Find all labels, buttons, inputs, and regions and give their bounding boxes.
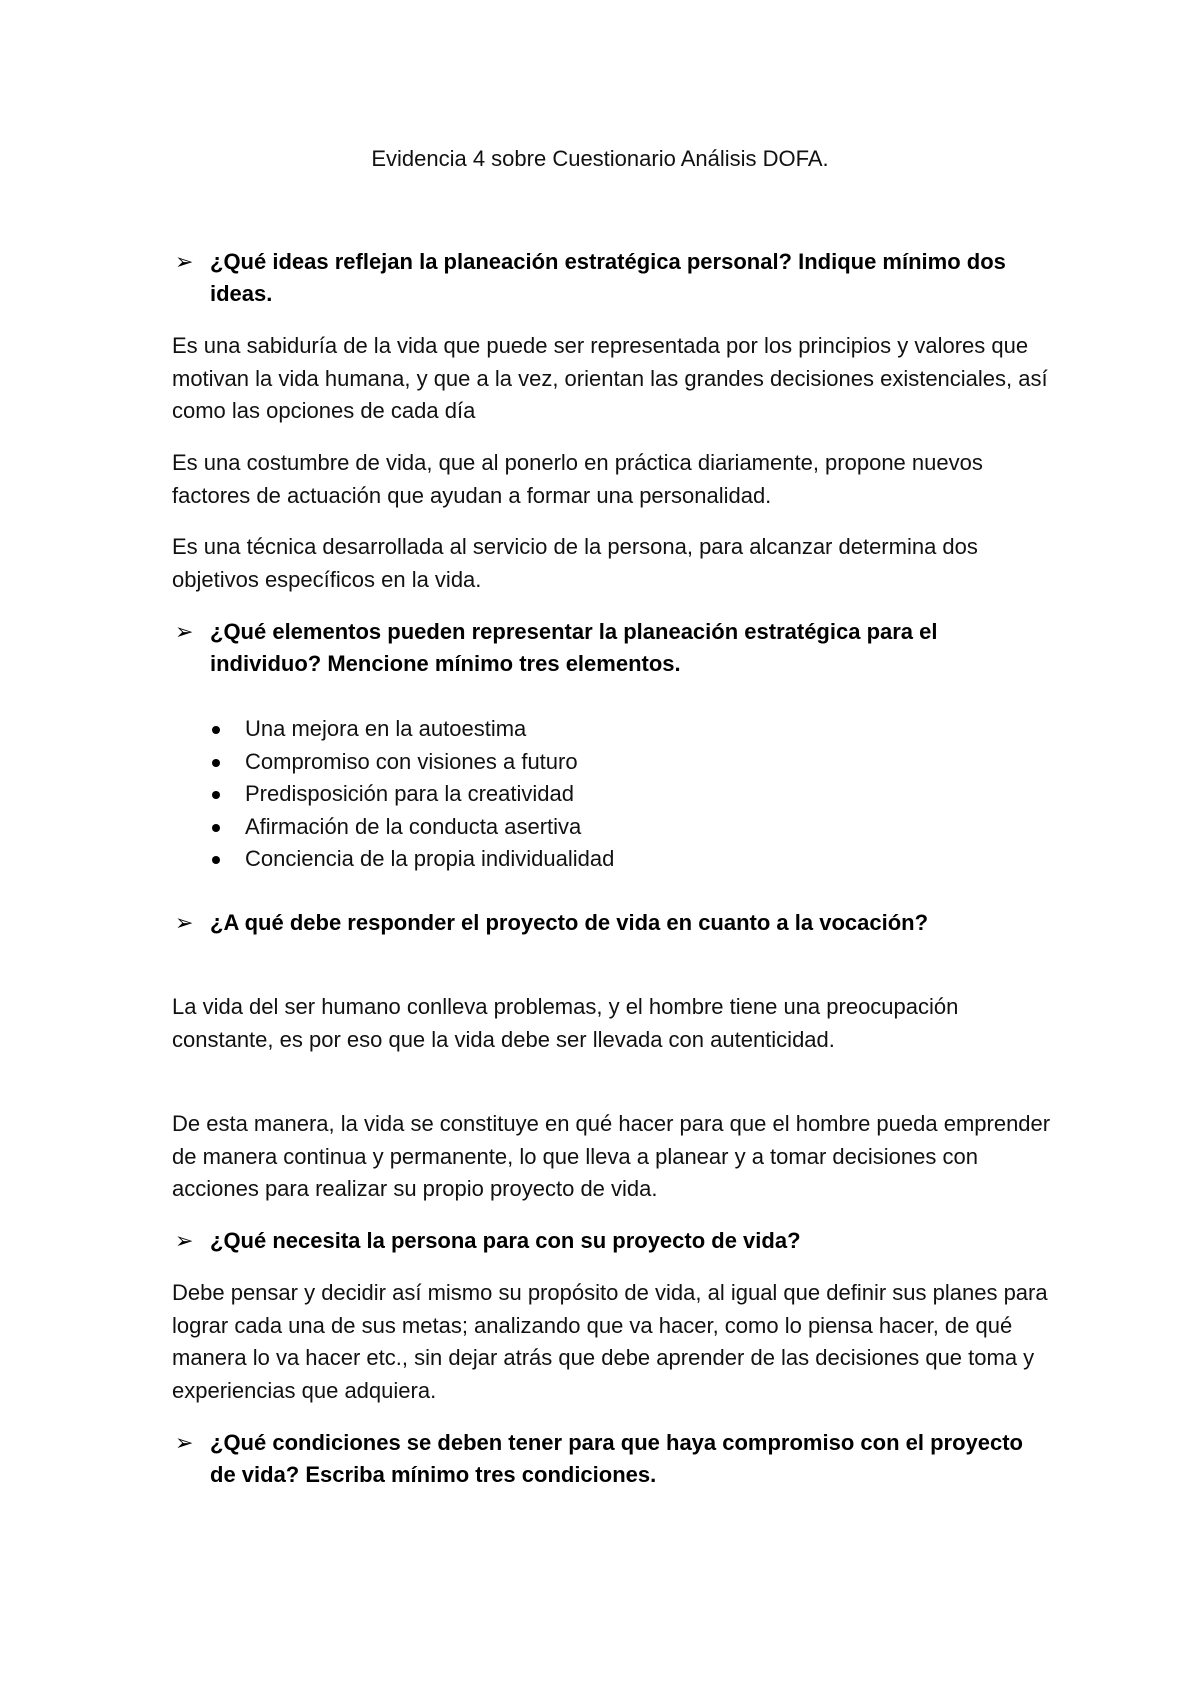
question-3-text: ¿A qué debe responder el proyecto de vida en cuanto a la vocación? (210, 910, 929, 935)
list-item: Conciencia de la propia individualidad (172, 843, 1032, 876)
list-item: Afirmación de la conducta asertiva (172, 811, 1032, 844)
question-2 (175, 616, 1040, 680)
question-5-text: ¿Qué condiciones se deben tener para que haya compromiso con el proyecto de vida? Escriba mínimo tres condiciones. (210, 1430, 1023, 1487)
answer-3-paragraph-2: De esta manera, la vida se constituye en qué hacer para que el hombre pueda emprender de manera continua y permanente, lo que lleva a planear y a tomar decisiones con acciones para realizar su propio proyecto de vida. (172, 1111, 1051, 1201)
question-5 (175, 1427, 1040, 1491)
bullet-dot-icon (212, 759, 220, 767)
arrow-bullet-icon: ➢ (175, 910, 194, 935)
answer-2-list (172, 713, 1032, 876)
question-4-text: ¿Qué necesita la persona para con su proyecto de vida? (210, 1228, 801, 1253)
bullet-dot-icon (212, 791, 220, 799)
document-title: Evidencia 4 sobre Cuestionario Análisis DOFA. (371, 146, 829, 171)
bullet-dot-icon (212, 824, 220, 832)
list-item: Predisposición para la creatividad (172, 778, 1032, 811)
question-4 (175, 1225, 1040, 1257)
arrow-bullet-icon: ➢ (175, 1228, 194, 1253)
answer-1-paragraph-3: Es una técnica desarrollada al servicio de la persona, para alcanzar determina dos objetivos específicos en la vida. (172, 534, 978, 592)
arrow-bullet-icon: ➢ (175, 249, 194, 274)
answer-4-paragraph-1: Debe pensar y decidir así mismo su propósito de vida, al igual que definir sus planes para lograr cada una de sus metas; analizando que va hacer, como lo piensa hacer, de qué manera lo va hacer etc., sin dejar atrás que debe aprender de las decisiones que toma y experiencias que adquiera. (172, 1280, 1048, 1403)
question-1 (175, 246, 1040, 310)
answer-1-paragraph-2: Es una costumbre de vida, que al ponerlo en práctica diariamente, propone nuevos factores de actuación que ayudan a formar una personalidad. (172, 450, 983, 508)
list-item: Una mejora en la autoestima (172, 713, 1032, 746)
answer-1-paragraph-1: Es una sabiduría de la vida que puede ser representada por los principios y valores que motivan la vida humana, y que a la vez, orientan las grandes decisiones existenciales, así como las opciones de cada día (172, 333, 1048, 423)
arrow-bullet-icon: ➢ (175, 619, 194, 644)
bullet-dot-icon (212, 856, 220, 864)
answer-3-paragraph-1: La vida del ser humano conlleva problemas, y el hombre tiene una preocupación constante, es por eso que la vida debe ser llevada con autenticidad. (172, 994, 959, 1052)
question-3 (175, 907, 1040, 939)
bullet-dot-icon (212, 726, 220, 734)
question-2-text: ¿Qué elementos pueden representar la planeación estratégica para el individuo? Mencione mínimo tres elementos. (210, 619, 938, 676)
arrow-bullet-icon: ➢ (175, 1430, 194, 1455)
list-item: Compromiso con visiones a futuro (172, 746, 1032, 779)
question-1-text: ¿Qué ideas reflejan la planeación estratégica personal? Indique mínimo dos ideas. (210, 249, 1006, 306)
